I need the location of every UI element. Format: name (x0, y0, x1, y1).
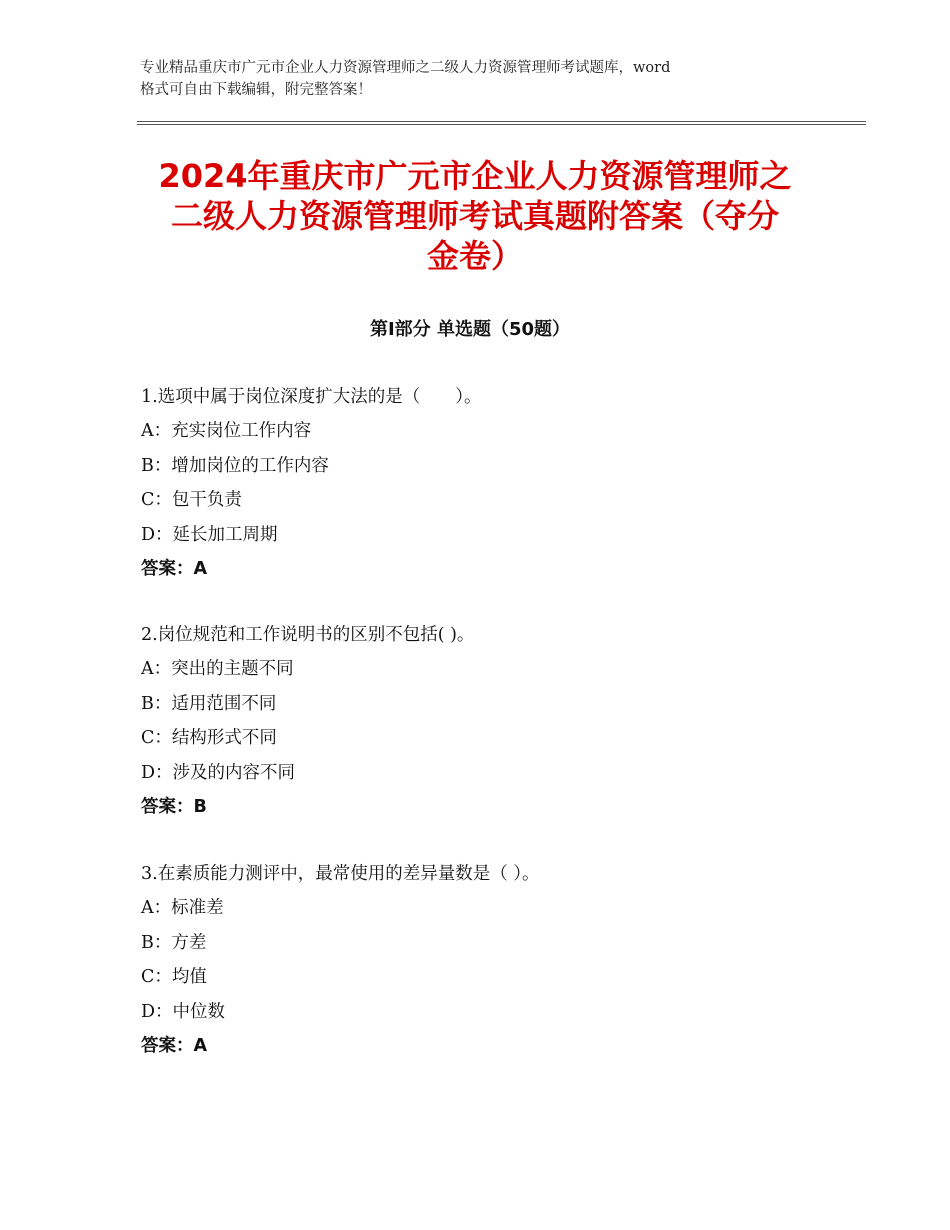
option-c: C：包干负责 (141, 490, 242, 511)
option-c: C：均值 (141, 967, 207, 988)
document-title (135, 156, 815, 276)
document-title-line: 2024年重庆市广元市企业人力资源管理师之 (158, 157, 792, 195)
option-d: D：延长加工周期 (141, 524, 278, 545)
question-block (141, 618, 474, 824)
question-block (141, 857, 540, 1063)
answer: 答案：A (141, 1035, 208, 1056)
header-note (140, 57, 830, 101)
option-c: C：结构形式不同 (141, 728, 277, 749)
document-title-line: 二级人力资源管理师考试真题附答案（夺分 (170, 197, 779, 235)
option-b: B：增加岗位的工作内容 (141, 455, 329, 476)
section-title: 第Ⅰ部分 单选题（50题） (369, 319, 570, 340)
header-note-line: 专业精品重庆市广元市企业人力资源管理师之二级人力资源管理师考试题库，word (140, 60, 671, 76)
answer: 答案：B (141, 796, 207, 817)
option-b: B：适用范围不同 (141, 693, 277, 714)
option-a: A：突出的主题不同 (141, 659, 294, 680)
option-d: D：中位数 (141, 1001, 226, 1022)
header-divider (137, 121, 866, 122)
option-d: D：涉及的内容不同 (141, 762, 296, 783)
question-stem: 2.岗位规范和工作说明书的区别不包括( )。 (141, 625, 475, 645)
header-note-line: 格式可自由下载编辑，附完整答案！ (140, 82, 372, 98)
document-title-line: 金卷） (426, 237, 523, 275)
answer: 答案：A (141, 558, 208, 579)
option-b: B：方差 (141, 932, 207, 953)
question-stem: 3.在素质能力测评中，最常使用的差异量数是（ ）。 (141, 864, 540, 884)
option-a: A：充实岗位工作内容 (141, 421, 312, 442)
option-a: A：标准差 (141, 898, 224, 919)
question-stem: 1.选项中属于岗位深度扩大法的是（ ）。 (141, 387, 482, 407)
header-divider (137, 124, 866, 125)
question-block (141, 380, 481, 586)
